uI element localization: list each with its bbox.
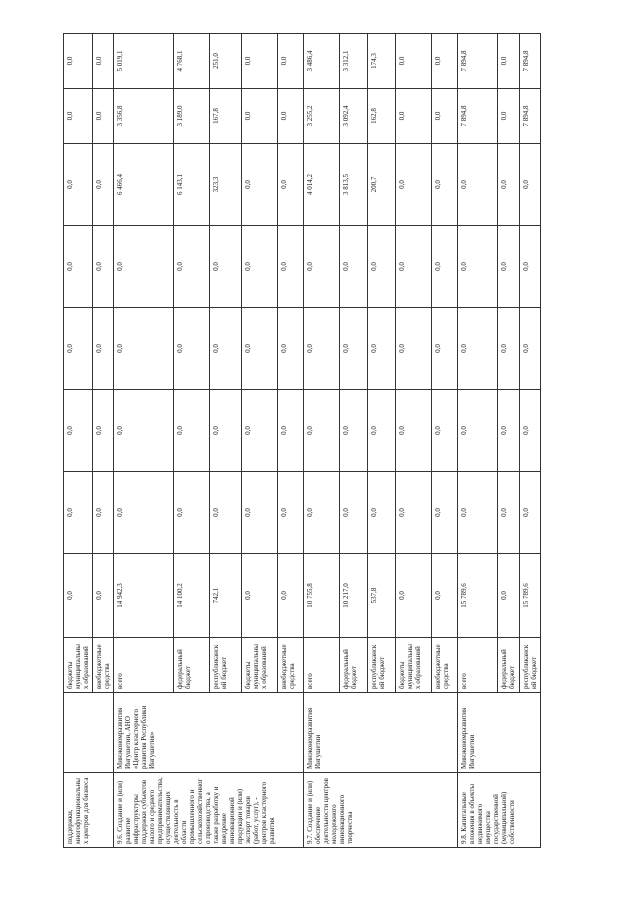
funding-source-cell: бюджеты муниципальных образований [242, 638, 278, 693]
value-cell: 0,0 [432, 226, 458, 308]
funding-source-cell: федеральный бюджет [174, 638, 210, 693]
value-cell: 0,0 [64, 144, 93, 226]
value-cell: 7 894,8 [458, 34, 498, 89]
value-cell: 323,3 [210, 144, 242, 226]
value-cell: 0,0 [210, 226, 242, 308]
funding-source-cell: федеральный бюджет [340, 638, 368, 693]
value-cell: 0,0 [114, 472, 174, 554]
measure-name-cell: поддержки, многофункциональных центров для бизнеса [64, 773, 114, 848]
value-cell: 0,0 [64, 89, 93, 144]
value-cell: 5 019,1 [114, 34, 174, 89]
funding-source-cell: республиканский бюджет [368, 638, 396, 693]
value-cell: 0,0 [396, 34, 432, 89]
value-cell: 0,0 [396, 89, 432, 144]
value-cell: 162,8 [368, 89, 396, 144]
value-cell: 0,0 [242, 554, 278, 638]
value-cell: 0,0 [340, 472, 368, 554]
value-cell: 0,0 [304, 390, 340, 472]
rotated-table-wrapper [63, 34, 538, 848]
funding-source-cell: внебюджетные средства [432, 638, 458, 693]
value-cell: 200,7 [368, 144, 396, 226]
value-cell: 0,0 [432, 472, 458, 554]
value-cell: 0,0 [520, 144, 541, 226]
funding-source-cell: внебюджетные средства [93, 638, 114, 693]
value-cell: 0,0 [93, 144, 114, 226]
value-cell: 0,0 [93, 472, 114, 554]
value-cell: 0,0 [304, 472, 340, 554]
value-cell: 0,0 [174, 308, 210, 390]
value-cell: 0,0 [396, 226, 432, 308]
value-cell: 3 092,4 [340, 89, 368, 144]
value-cell: 0,0 [340, 308, 368, 390]
value-cell: 0,0 [432, 308, 458, 390]
value-cell: 3 486,4 [304, 34, 340, 89]
value-cell: 0,0 [114, 390, 174, 472]
value-cell: 14 942,3 [114, 554, 174, 638]
value-cell: 0,0 [396, 472, 432, 554]
value-cell: 0,0 [93, 89, 114, 144]
value-cell: 15 789,6 [520, 554, 541, 638]
value-cell: 0,0 [93, 554, 114, 638]
value-cell: 0,0 [278, 89, 304, 144]
value-cell: 0,0 [64, 226, 93, 308]
value-cell: 0,0 [278, 308, 304, 390]
funding-source-cell: республиканский бюджет [520, 638, 541, 693]
funding-source-cell: федеральный бюджет [498, 638, 520, 693]
value-cell: 0,0 [278, 472, 304, 554]
value-cell: 0,0 [458, 144, 498, 226]
value-cell: 0,0 [340, 390, 368, 472]
value-cell: 0,0 [242, 308, 278, 390]
value-cell: 0,0 [432, 390, 458, 472]
value-cell: 0,0 [432, 89, 458, 144]
value-cell: 0,0 [458, 308, 498, 390]
value-cell: 0,0 [242, 89, 278, 144]
value-cell: 0,0 [304, 226, 340, 308]
value-cell: 0,0 [498, 554, 520, 638]
value-cell: 0,0 [278, 34, 304, 89]
value-cell: 0,0 [93, 308, 114, 390]
value-cell: 0,0 [432, 554, 458, 638]
executor-cell: Минэкономразвития Ингушетии [458, 693, 541, 773]
value-cell: 0,0 [242, 34, 278, 89]
value-cell: 3 312,1 [340, 34, 368, 89]
value-cell: 0,0 [368, 308, 396, 390]
value-cell: 0,0 [458, 226, 498, 308]
funding-source-cell: бюджеты муниципальных образований [64, 638, 93, 693]
budget-table-body [64, 34, 541, 848]
value-cell: 0,0 [396, 144, 432, 226]
value-cell: 167,8 [210, 89, 242, 144]
executor-cell: Минэкономразвития Ингушетии [304, 693, 458, 773]
value-cell: 0,0 [242, 390, 278, 472]
value-cell: 0,0 [432, 34, 458, 89]
value-cell: 0,0 [458, 472, 498, 554]
value-cell: 0,0 [64, 390, 93, 472]
value-cell: 7 894,8 [520, 89, 541, 144]
value-cell: 0,0 [278, 390, 304, 472]
funding-source-cell: республиканский бюджет [210, 638, 242, 693]
value-cell: 0,0 [498, 144, 520, 226]
table-row [458, 34, 498, 848]
value-cell: 0,0 [498, 89, 520, 144]
value-cell: 0,0 [174, 390, 210, 472]
value-cell: 0,0 [242, 144, 278, 226]
value-cell: 174,3 [368, 34, 396, 89]
value-cell: 0,0 [498, 308, 520, 390]
value-cell: 0,0 [498, 34, 520, 89]
value-cell: 0,0 [458, 390, 498, 472]
value-cell: 10 755,8 [304, 554, 340, 638]
value-cell: 0,0 [340, 226, 368, 308]
value-cell: 14 100,2 [174, 554, 210, 638]
value-cell: 0,0 [174, 472, 210, 554]
budget-table [63, 33, 541, 848]
value-cell: 0,0 [368, 472, 396, 554]
executor-cell: Минэкономразвития Ингушетии, АНО «Центр кластерного развития Республики Ингушетия» [114, 693, 304, 773]
value-cell: 0,0 [242, 226, 278, 308]
value-cell: 0,0 [210, 472, 242, 554]
value-cell: 10 217,0 [340, 554, 368, 638]
value-cell: 7 894,8 [520, 34, 541, 89]
value-cell: 0,0 [396, 390, 432, 472]
value-cell: 0,0 [93, 390, 114, 472]
value-cell: 0,0 [64, 34, 93, 89]
table-row [64, 34, 93, 848]
value-cell: 0,0 [432, 144, 458, 226]
value-cell: 4 014,2 [304, 144, 340, 226]
value-cell: 0,0 [64, 554, 93, 638]
value-cell: 15 789,6 [458, 554, 498, 638]
funding-source-cell: всего [458, 638, 498, 693]
value-cell: 3 189,0 [174, 89, 210, 144]
table-row [304, 34, 340, 848]
funding-source-cell: внебюджетные средства [278, 638, 304, 693]
value-cell: 0,0 [368, 226, 396, 308]
value-cell: 0,0 [520, 226, 541, 308]
value-cell: 0,0 [278, 554, 304, 638]
funding-source-cell: всего [304, 638, 340, 693]
value-cell: 0,0 [242, 472, 278, 554]
value-cell: 0,0 [93, 226, 114, 308]
value-cell: 0,0 [114, 308, 174, 390]
value-cell: 742,1 [210, 554, 242, 638]
funding-source-cell: бюджеты муниципальных образований [396, 638, 432, 693]
value-cell: 3 813,5 [340, 144, 368, 226]
value-cell: 0,0 [278, 226, 304, 308]
value-cell: 0,0 [498, 472, 520, 554]
value-cell: 0,0 [64, 308, 93, 390]
value-cell: 0,0 [498, 390, 520, 472]
value-cell: 6 143,1 [174, 144, 210, 226]
value-cell: 0,0 [304, 308, 340, 390]
value-cell: 0,0 [114, 226, 174, 308]
value-cell: 0,0 [396, 554, 432, 638]
value-cell: 0,0 [174, 226, 210, 308]
value-cell: 0,0 [368, 390, 396, 472]
value-cell: 4 768,1 [174, 34, 210, 89]
measure-name-cell: 9.8. Капитальные вложения в объекты недвижимого имущества государственной (муниципальной) собственности [458, 773, 541, 848]
value-cell: 6 466,4 [114, 144, 174, 226]
value-cell: 0,0 [278, 144, 304, 226]
value-cell: 251,0 [210, 34, 242, 89]
value-cell: 3 255,2 [304, 89, 340, 144]
table-row [114, 34, 174, 848]
value-cell: 0,0 [520, 308, 541, 390]
value-cell: 0,0 [520, 472, 541, 554]
measure-name-cell: 9.6. Создание и (или) развитие инфраструктуры поддержки субъектов малого и среднего предпринимательства, осуществляющих деятельность в области промышленного и сельскохозяйственного производства, а также разработку и внедрение инновационной продукции и (или) экспорт товаров (работ, услуг), - центров кластерного развития [114, 773, 304, 848]
measure-name-cell: 9.7. Создание и (или) обеспечение деятельности центров молодежного инновационного творчества [304, 773, 458, 848]
value-cell: 537,8 [368, 554, 396, 638]
value-cell: 7 894,8 [458, 89, 498, 144]
value-cell: 0,0 [396, 308, 432, 390]
value-cell: 0,0 [498, 226, 520, 308]
value-cell: 0,0 [210, 308, 242, 390]
value-cell: 0,0 [93, 34, 114, 89]
value-cell: 0,0 [210, 390, 242, 472]
executor-cell [64, 693, 114, 773]
value-cell: 0,0 [520, 390, 541, 472]
value-cell: 3 356,8 [114, 89, 174, 144]
funding-source-cell: всего [114, 638, 174, 693]
value-cell: 0,0 [64, 472, 93, 554]
